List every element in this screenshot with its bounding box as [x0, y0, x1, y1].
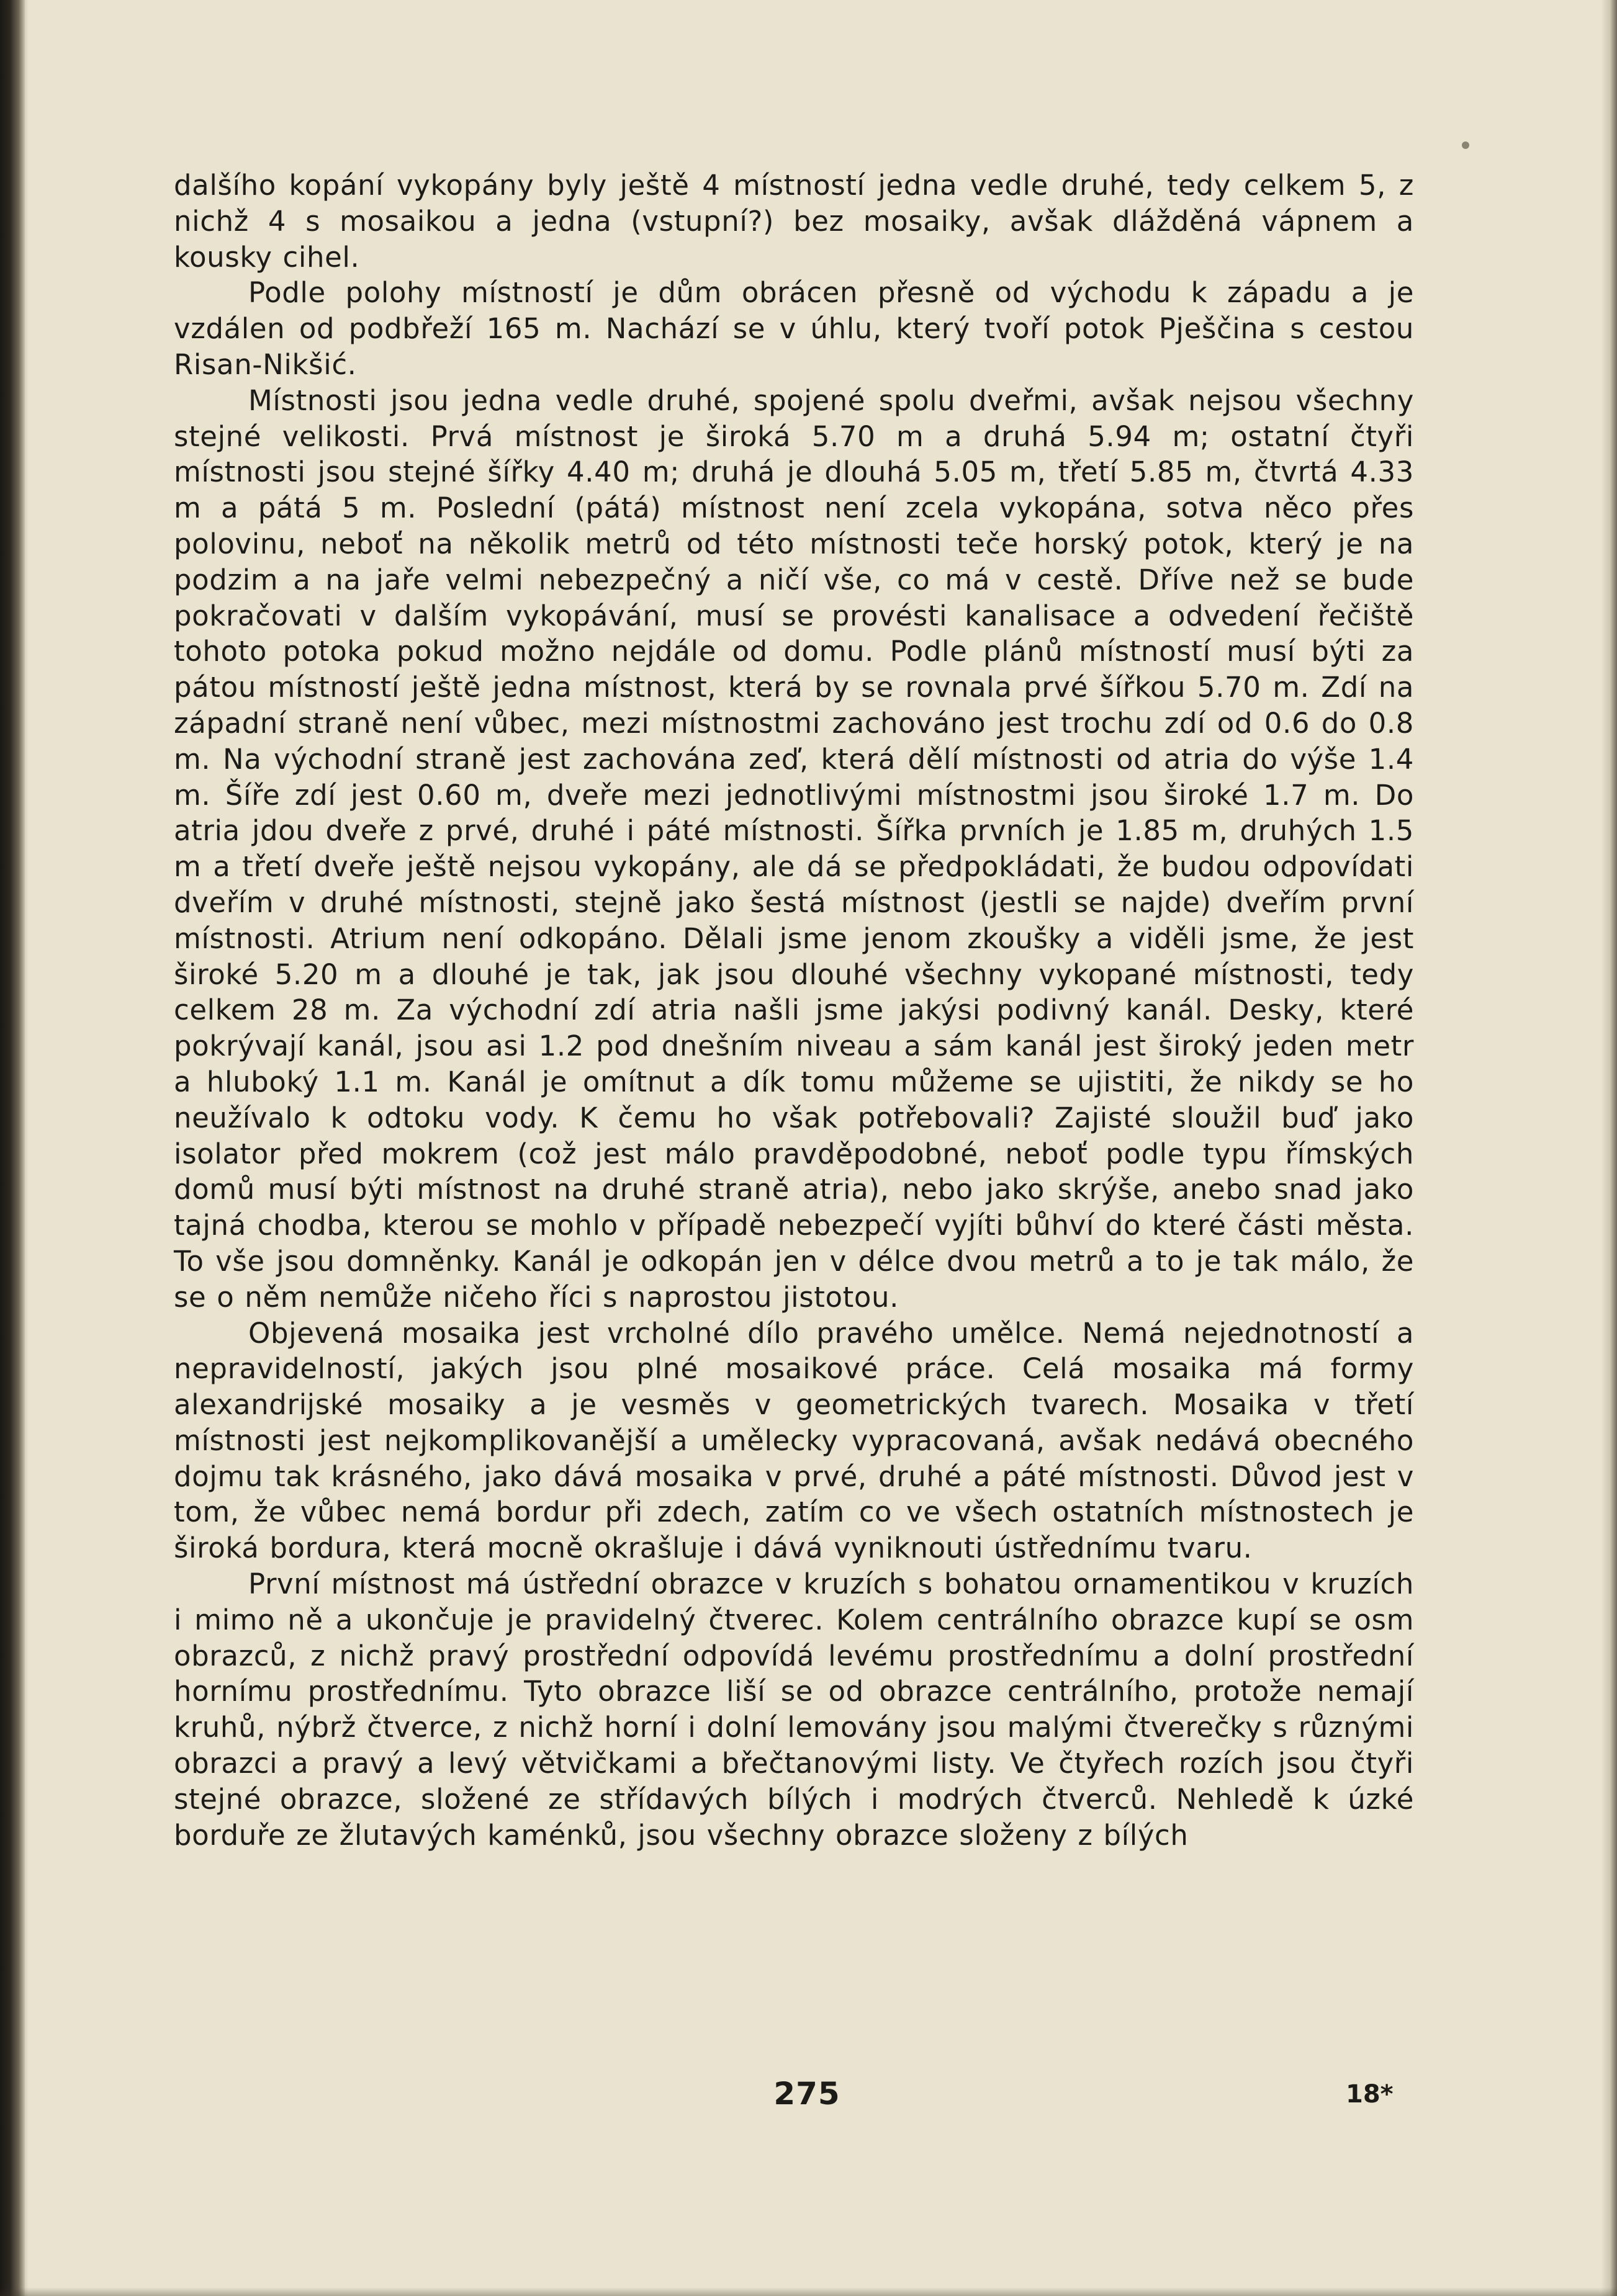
paper-spot: [1462, 141, 1469, 149]
book-spine-shadow: [0, 0, 25, 2296]
paragraph-rooms: Místnosti jsou jedna vedle druhé, spojené spolu dveřmi, avšak nejsou všechny stejné velikosti. Prvá místnost je široká 5.70 m a druhá 5.94 m; ostatní čtyři místnosti jsou stejné šířky 4.40 m; druhá je dlouhá 5.05 m, třetí 5.85 m, čtvrtá 4.33 m a pátá 5 m. Poslední (pátá) místnost není zcela vykopána, sotva něco přes polovinu, neboť na několik metrů od této místnosti teče horský potok, který je na podzim a na jaře velmi nebezpečný a ničí vše, co má v cestě. Dříve než se bude pokračovati v dalším vykopávání, musí se provésti kanalisace a odvedení řečiště tohoto potoka pokud možno nejdále od domu. Podle plánů místností musí býti za pátou místností ještě jedna místnost, která by se rovnala prvé šířkou 5.70 m. Zdí na západní straně není vůbec, mezi místnostmi zachováno jest trochu zdí od 0.6 do 0.8 m. Na východní straně jest zachována zeď, která dělí místnosti od atria do výše 1.4 m. Šíře zdí jest 0.60 m, dveře mezi jednotlivými místnostmi jsou široké 1.7 m. Do atria jdou dveře z prvé, druhé i páté místnosti. Šířka prvních je 1.85 m, druhých 1.5 m a třetí dveře ještě nejsou vykopány, ale dá se předpokládati, že budou odpovídati dveřím v druhé místnosti, stejně jako šestá místnost (jestli se najde) dveřím první místnosti. Atrium není odkopáno. Dělali jsme jenom zkoušky a viděli jsme, že jest široké 5.20 m a dlouhé je tak, jak jsou dlouhé všechny vykopané místnosti, tedy celkem 28 m. Za východní zdí atria našli jsme jakýsi podivný kanál. Desky, které pokrývají kanál, jsou asi 1.2 pod dnešním niveau a sám kanál jest široký jeden metr a hluboký 1.1 m. Kanál je omítnut a dík tomu můžeme se ujistiti, že nikdy se ho neužívalo k odtoku vody. K čemu ho však potřebovali? Zajisté sloužil buď jako isolator před mokrem (což jest málo pravděpodobné, neboť podle typu římských domů musí býti místnost na druhé straně atria), nebo jako skrýše, anebo snad jako tajná chodba, kterou se mohlo v případě nebezpečí vyjíti bůhví do které části města. To vše jsou domněnky. Kanál je odkopán jen v délce dvou metrů a to je tak málo, že se o něm nemůže ničeho říci s naprostou jistotou.: [174, 383, 1414, 1314]
paragraph-first-room: První místnost má ústřední obrazce v kruzích s bohatou ornamentikou v kruzích i mimo ně a ukončuje je pravidelný čtverec. Kolem centrálního obrazce kupí se osm obrazců, z nichž pravý prostřední odpovídá levému prostřednímu a dolní prostřední hornímu prostřednímu. Tyto obrazce liší se od obrazce centrálního, protože nemají kruhů, nýbrž čtverce, z nichž horní i dolní lemovány jsou malými čtverečky s různými obrazci a pravý a levý větvičkami a břečtanovými listy. Ve čtyřech rozích jsou čtyři stejné obrazce, složené ze střídavých bílých i modrých čtverců. Nehledě k úzké borduře ze žlutavých kaménků, jsou všechny obrazce složeny z bílých: [174, 1567, 1414, 1852]
paragraph-orientation: Podle polohy místností je dům obrácen přesně od východu k západu a je vzdálen od podbřeží 165 m. Nachází se v úhlu, který tvoří potok Pješčina s cestou Risan-Nikšić.: [174, 276, 1414, 381]
paragraph-continued: dalšího kopání vykopány byly ještě 4 místností jedna vedle druhé, tedy celkem 5, z nichž 4 s mosaikou a jedna (vstupní?) bez mosaiky, avšak dlážděná vápnem a kousky cihel.: [174, 169, 1414, 274]
page-right-edge: [1601, 0, 1617, 2296]
gutter-edge: [25, 0, 29, 2296]
page-bottom-edge: [0, 2287, 1617, 2296]
page-text-block: [174, 168, 1414, 1853]
signature-mark: 18*: [1346, 2080, 1394, 2109]
paragraph-mosaic: Objevená mosaika jest vrcholné dílo pravého umělce. Nemá nejednotností a nepravidelností, jakých jsou plné mosaikové práce. Celá mosaika má formy alexandrijské mosaiky a je vesměs v geometrických tvarech. Mosaika v třetí místnosti jest nejkomplikovanější a umělecky vypracovaná, avšak nedává obecného dojmu tak krásného, jako dává mosaika v prvé, druhé a páté místnosti. Důvod jest v tom, že vůbec nemá bordur při zdech, zatím co ve všech ostatních místnostech je široká bordura, která mocně okrašluje i dává vyniknouti ústřednímu tvaru.: [174, 1316, 1414, 1565]
page-number: 275: [773, 2076, 840, 2112]
